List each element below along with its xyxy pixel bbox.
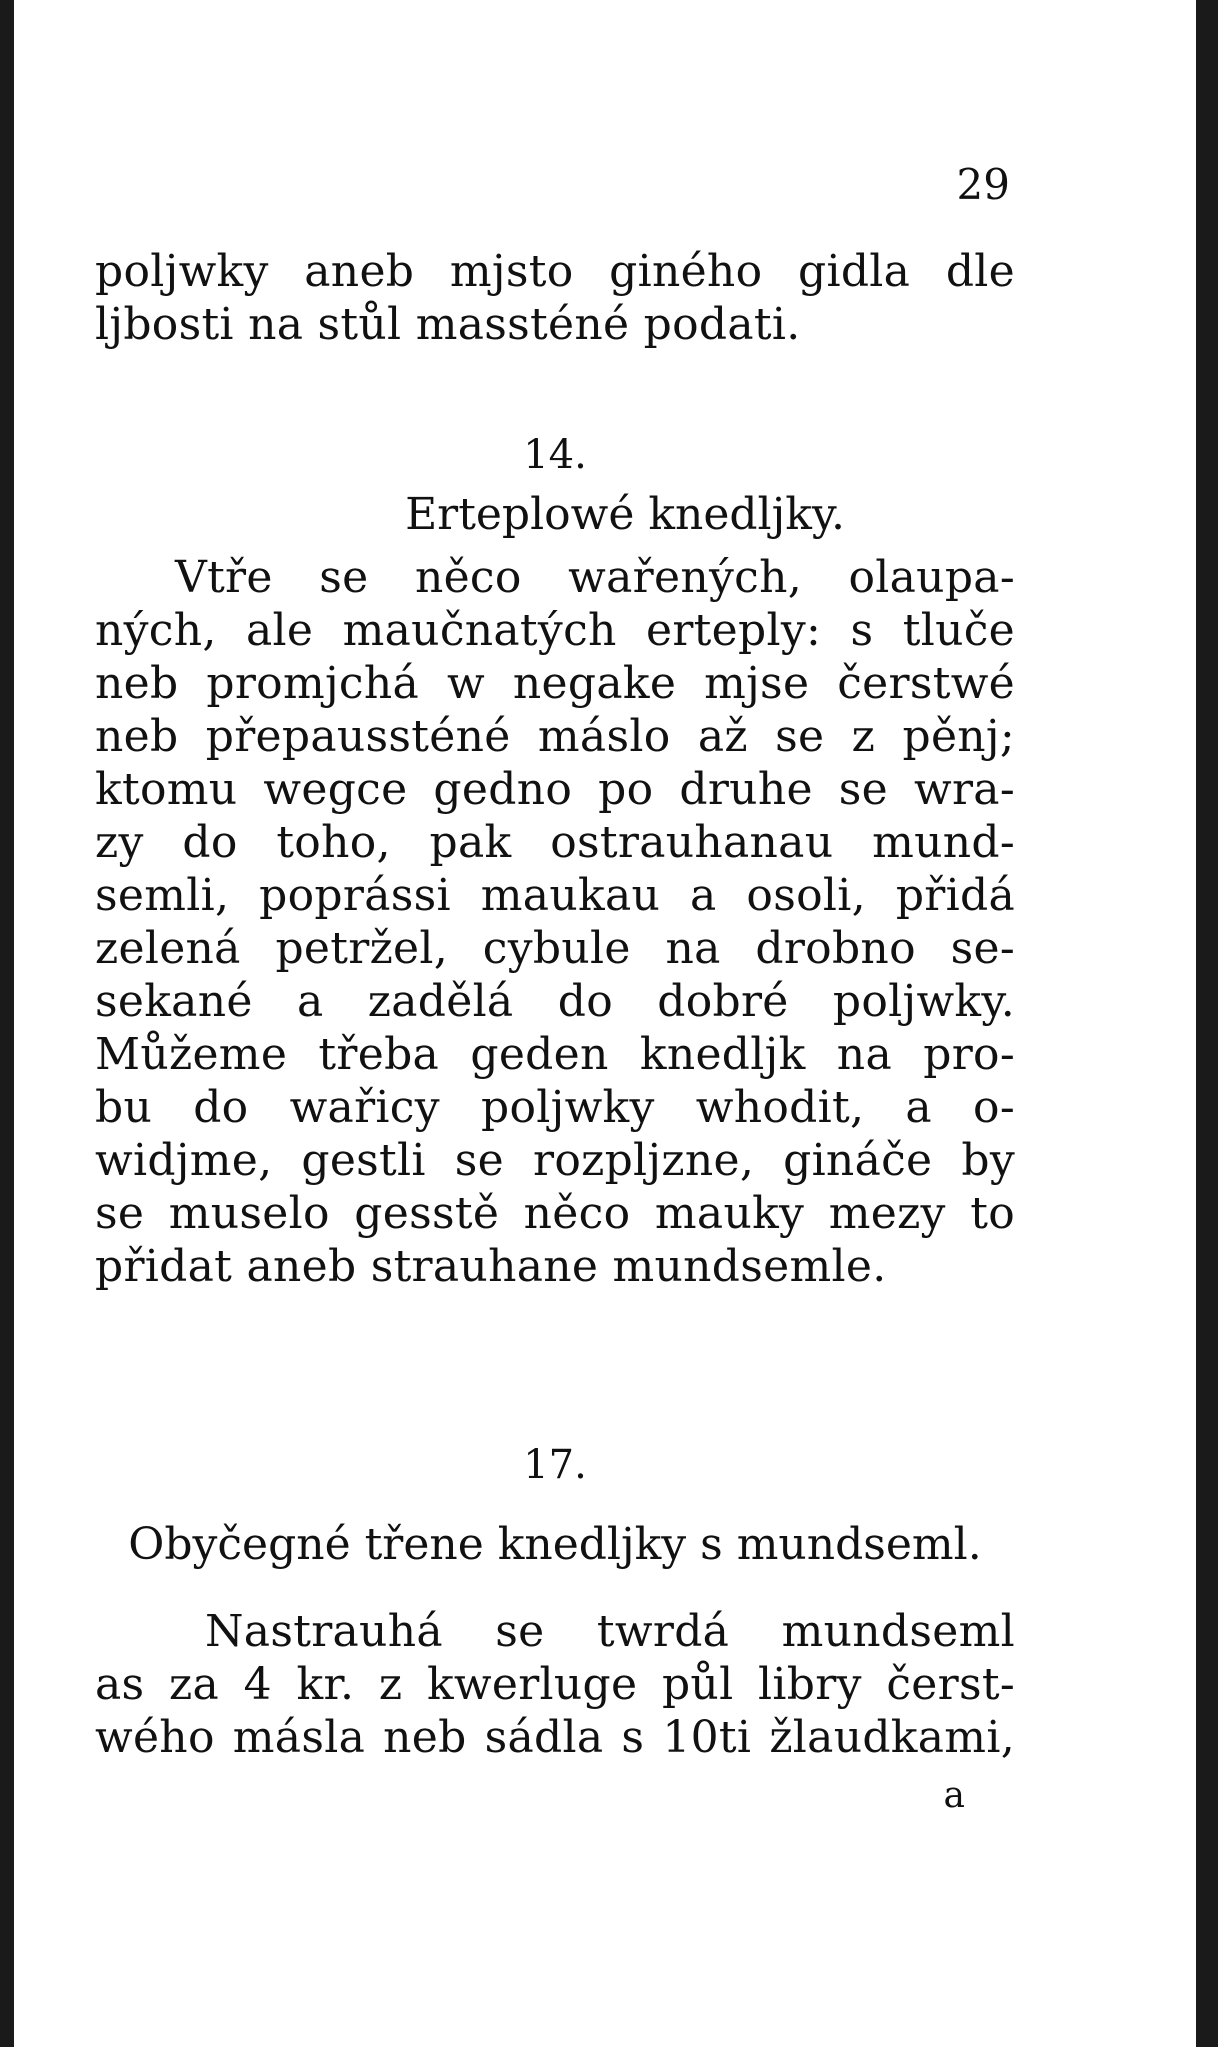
text-line: Nastrauhá se twrdá mundseml — [205, 1606, 1015, 1657]
text-line: přidat aneb strauhane mundsemle. — [95, 1241, 887, 1292]
text-line: ných, ale maučnatých erteply: s tluče — [95, 605, 1015, 656]
text-line: sekané a zadělá do dobré poljwky. — [95, 976, 1015, 1027]
text-line: ljbosti na stůl massténé podati. — [95, 299, 801, 350]
section-number: 14. — [523, 432, 587, 478]
text-line: poljwky aneb mjsto giného gidla dle — [95, 246, 1015, 297]
text-line: zy do toho, pak ostrauhanau mund- — [95, 817, 1015, 868]
text-line: as za 4 kr. z kwerluge půl libry čerst- — [95, 1659, 1015, 1710]
text-line: neb promjchá w negake mjse čerstwé — [95, 658, 1015, 709]
text-line: ktomu wegce gedno po druhe se wra- — [95, 764, 1015, 815]
text-line: zelená petržel, cybule na drobno se- — [95, 923, 1015, 974]
text-line: Vtře se něco wařených, olaupa- — [175, 552, 1015, 603]
text-line: wého másla neb sádla s 10ti žlaudkami, — [95, 1712, 1015, 1763]
text-line: widjme, gestli se rozpljzne, gináče by — [95, 1135, 1015, 1186]
section-number: 17. — [523, 1442, 587, 1488]
section-16 — [95, 425, 1015, 1293]
section-body — [95, 1605, 1015, 1764]
text-line: neb přepaussténé máslo až se z pěnj; — [95, 711, 1015, 762]
intro-paragraph — [95, 245, 1015, 351]
section-title: Obyčegné třene knedljky s mundseml. — [128, 1519, 982, 1570]
section-17 — [95, 1435, 1015, 1764]
section-body — [95, 551, 1015, 1293]
scan-edge-right — [1196, 0, 1218, 2047]
catchword: a — [943, 1775, 965, 1816]
text-line: Můžeme třeba geden knedljk na pro- — [95, 1029, 1015, 1080]
scan-edge-left — [0, 0, 14, 2047]
page-number: 29 — [956, 160, 1010, 209]
text-line: bu do wařicy poljwky whodit, a o- — [95, 1082, 1015, 1133]
text-line: se muselo gesstě něco mauky mezy to — [95, 1188, 1015, 1239]
section-title: Erteplowé knedljky. — [405, 489, 845, 540]
text-line: semli, poprássi maukau a osoli, přidá — [95, 870, 1015, 921]
